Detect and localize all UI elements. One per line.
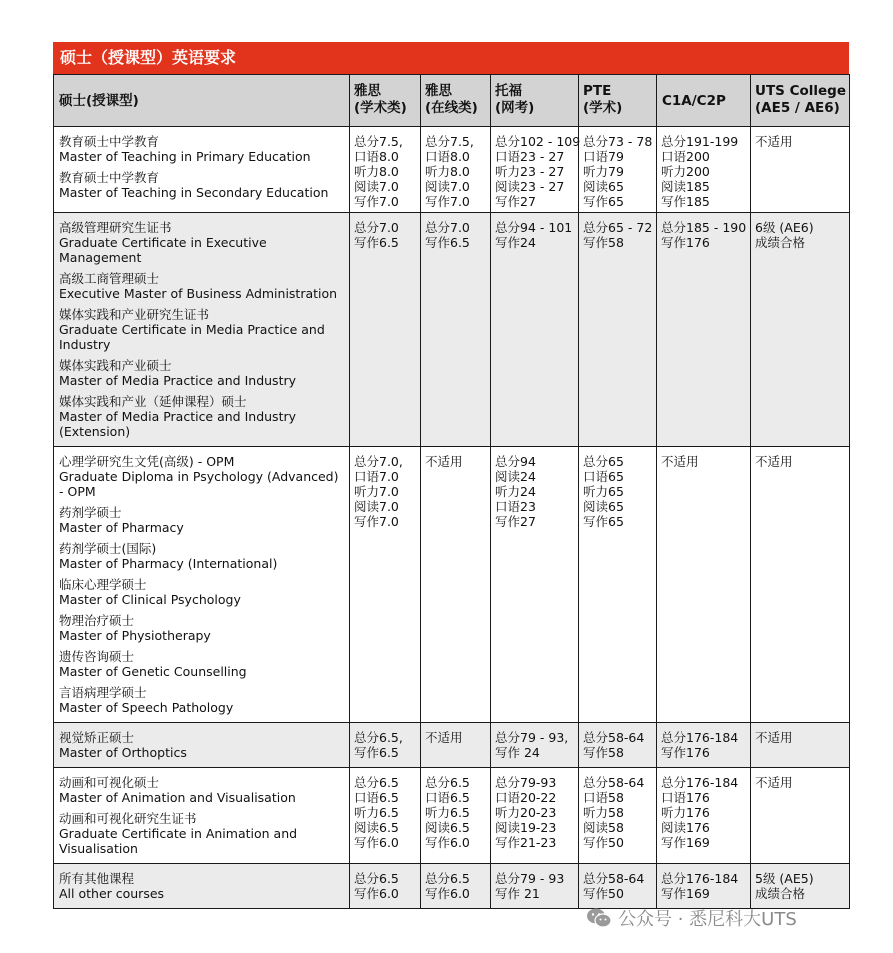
program-item — [59, 613, 345, 643]
program-name-zh: 药剂学硕士 — [59, 505, 122, 520]
score-cell-uts-college — [751, 127, 850, 213]
score-cell-pte — [579, 447, 657, 723]
program-item — [59, 394, 345, 439]
program-name-en: Master of Pharmacy (International) — [59, 556, 278, 571]
program-name-en: Master of Media Practice and Industry (Extension) — [59, 409, 297, 439]
program-name-en: Master of Media Practice and Industry — [59, 373, 297, 388]
score-cell-uts-college — [751, 768, 850, 864]
score-line: 写作6.0 — [425, 835, 470, 850]
program-item — [59, 577, 345, 607]
program-cell — [54, 213, 350, 447]
program-item — [59, 505, 345, 535]
score-cell-ielts-academic — [350, 864, 421, 909]
score-line: 听力6.5 — [354, 805, 399, 820]
score-cell-ielts-academic — [350, 447, 421, 723]
program-cell — [54, 723, 350, 768]
score-cell-c1a-c2p — [657, 723, 751, 768]
score-line: 写作58 — [583, 745, 624, 760]
score-line: 口语6.5 — [354, 790, 399, 805]
program-name-en: Master of Animation and Visualisation — [59, 790, 296, 805]
score-line: 口语200 — [661, 149, 710, 164]
program-name-zh: 媒体实践和产业（延伸课程）硕士 — [59, 394, 247, 409]
score-cell-pte — [579, 127, 657, 213]
requirements-table — [53, 74, 850, 909]
score-line: 写作27 — [495, 194, 536, 209]
score-line: 不适用 — [755, 134, 793, 149]
score-cell-c1a-c2p — [657, 213, 751, 447]
program-item — [59, 358, 345, 388]
score-line: 写作6.5 — [354, 235, 399, 250]
score-line: 写作7.0 — [354, 194, 399, 209]
score-line: 听力58 — [583, 805, 624, 820]
program-name-zh: 媒体实践和产业研究生证书 — [59, 307, 210, 322]
program-item — [59, 811, 345, 856]
score-line: 口语65 — [583, 469, 624, 484]
score-line: 总分94 — [495, 454, 536, 469]
score-cell-toefl — [491, 768, 579, 864]
score-line: 总分58-64 — [583, 871, 645, 886]
program-name-zh: 所有其他课程 — [59, 871, 135, 886]
score-line: 听力176 — [661, 805, 710, 820]
score-line: 总分58-64 — [583, 775, 645, 790]
score-line: 口语7.0 — [354, 469, 399, 484]
score-line: 不适用 — [755, 454, 793, 469]
program-item — [59, 685, 345, 715]
score-cell-uts-college — [751, 447, 850, 723]
score-line: 总分79 - 93 — [495, 871, 565, 886]
score-cell-ielts-academic — [350, 723, 421, 768]
program-item — [59, 271, 345, 301]
score-line: 写作24 — [495, 235, 536, 250]
score-cell-toefl — [491, 447, 579, 723]
score-cell-ielts-academic — [350, 127, 421, 213]
program-name-en: Master of Physiotherapy — [59, 628, 211, 643]
score-line: 不适用 — [755, 775, 793, 790]
score-line: 阅读6.5 — [425, 820, 470, 835]
score-line: 写作6.5 — [354, 745, 399, 760]
score-line: 不适用 — [661, 454, 699, 469]
program-name-en: Graduate Certificate in Executive Management — [59, 235, 267, 265]
header-uts-college: UTS College (AE5 / AE6) — [751, 75, 850, 127]
requirements-document — [53, 42, 849, 909]
score-line: 写作27 — [495, 514, 536, 529]
score-line: 听力200 — [661, 164, 710, 179]
score-line: 总分79 - 93, — [495, 730, 569, 745]
score-cell-toefl — [491, 127, 579, 213]
score-cell-pte — [579, 723, 657, 768]
score-line: 总分7.0 — [425, 220, 470, 235]
score-line: 写作 21 — [495, 886, 540, 901]
score-cell-uts-college — [751, 213, 850, 447]
score-line: 口语23 — [495, 499, 536, 514]
score-line: 写作185 — [661, 194, 710, 209]
program-item — [59, 307, 345, 352]
score-line: 写作7.0 — [425, 194, 470, 209]
score-line: 成绩合格 — [755, 886, 806, 901]
score-line: 口语58 — [583, 790, 624, 805]
score-line: 写作169 — [661, 835, 710, 850]
score-line: 总分6.5 — [354, 871, 399, 886]
program-item — [59, 871, 345, 901]
score-line: 总分176-184 — [661, 775, 739, 790]
program-name-en: Graduate Certificate in Media Practice and Industry — [59, 322, 325, 352]
score-line: 写作 24 — [495, 745, 540, 760]
score-line: 总分73 - 78 — [583, 134, 653, 149]
score-line: 阅读185 — [661, 179, 710, 194]
score-line: 阅读23 - 27 — [495, 179, 565, 194]
table-row — [54, 127, 850, 213]
score-line: 写作7.0 — [354, 514, 399, 529]
score-line: 总分94 - 101 — [495, 220, 573, 235]
score-line: 听力20-23 — [495, 805, 557, 820]
program-name-zh: 临床心理学硕士 — [59, 577, 147, 592]
score-cell-ielts-academic — [350, 213, 421, 447]
score-cell-ielts-online — [421, 723, 491, 768]
score-cell-pte — [579, 864, 657, 909]
score-line: 总分185 - 190 — [661, 220, 747, 235]
program-name-zh: 教育硕士中学教育 — [59, 170, 160, 185]
score-line: 总分7.5, — [425, 134, 474, 149]
program-name-zh: 遗传咨询硕士 — [59, 649, 135, 664]
program-name-en: Master of Speech Pathology — [59, 700, 234, 715]
score-cell-ielts-academic — [350, 768, 421, 864]
score-line: 写作50 — [583, 886, 624, 901]
header-row — [54, 75, 850, 127]
score-line: 总分7.5, — [354, 134, 403, 149]
score-line: 总分6.5 — [425, 775, 470, 790]
footer-text: 公众号 · 悉尼科大UTS — [618, 909, 797, 930]
score-line: 写作169 — [661, 886, 710, 901]
score-line: 写作21-23 — [495, 835, 557, 850]
score-cell-c1a-c2p — [657, 447, 751, 723]
score-line: 阅读19-23 — [495, 820, 557, 835]
header-c1a-c2p: C1A/C2P — [657, 75, 751, 127]
score-line: 总分191-199 — [661, 134, 739, 149]
score-line: 写作6.0 — [425, 886, 470, 901]
program-name-zh: 动画和可视化硕士 — [59, 775, 160, 790]
header-ielts-academic: 雅思 (学术类) — [350, 75, 421, 127]
program-name-en: Graduate Diploma in Psychology (Advanced) - OPM — [59, 469, 339, 499]
program-item — [59, 134, 345, 164]
program-name-zh: 物理治疗硕士 — [59, 613, 135, 628]
score-line: 5级 (AE5) — [755, 871, 814, 886]
score-cell-toefl — [491, 864, 579, 909]
program-name-zh: 药剂学硕士(国际) — [59, 541, 157, 556]
score-line: 写作6.0 — [354, 886, 399, 901]
wechat-icon — [586, 907, 612, 929]
score-line: 口语79 — [583, 149, 624, 164]
score-line: 阅读58 — [583, 820, 624, 835]
program-name-zh: 教育硕士中学教育 — [59, 134, 160, 149]
program-item — [59, 541, 345, 571]
score-line: 总分7.0, — [354, 454, 403, 469]
score-line: 听力65 — [583, 484, 624, 499]
score-line: 写作58 — [583, 235, 624, 250]
score-line: 口语23 - 27 — [495, 149, 565, 164]
table-row — [54, 213, 850, 447]
program-name-zh: 媒体实践和产业硕士 — [59, 358, 172, 373]
score-line: 阅读65 — [583, 179, 624, 194]
score-line: 写作65 — [583, 514, 624, 529]
program-name-en: Master of Genetic Counselling — [59, 664, 247, 679]
program-name-zh: 心理学研究生文凭(高级) - OPM — [59, 454, 235, 469]
program-cell — [54, 864, 350, 909]
score-line: 阅读7.0 — [425, 179, 470, 194]
score-line: 听力8.0 — [354, 164, 399, 179]
program-item — [59, 775, 345, 805]
score-line: 听力79 — [583, 164, 624, 179]
score-line: 阅读65 — [583, 499, 624, 514]
score-cell-c1a-c2p — [657, 864, 751, 909]
score-line: 总分58-64 — [583, 730, 645, 745]
score-line: 听力8.0 — [425, 164, 470, 179]
score-line: 口语6.5 — [425, 790, 470, 805]
score-line: 总分65 - 72 — [583, 220, 653, 235]
program-name-zh: 言语病理学硕士 — [59, 685, 147, 700]
score-cell-c1a-c2p — [657, 768, 751, 864]
program-cell — [54, 127, 350, 213]
score-line: 不适用 — [425, 454, 463, 469]
score-line: 写作50 — [583, 835, 624, 850]
program-item — [59, 170, 345, 200]
score-line: 听力6.5 — [425, 805, 470, 820]
page-title: 硕士（授课型）英语要求 — [53, 42, 849, 74]
score-line: 成绩合格 — [755, 235, 806, 250]
table-row — [54, 864, 850, 909]
score-cell-c1a-c2p — [657, 127, 751, 213]
program-name-en: All other courses — [59, 886, 165, 901]
score-line: 口语8.0 — [354, 149, 399, 164]
score-line: 阅读6.5 — [354, 820, 399, 835]
score-line: 总分6.5 — [425, 871, 470, 886]
score-line: 总分79-93 — [495, 775, 557, 790]
score-line: 总分176-184 — [661, 871, 739, 886]
score-cell-toefl — [491, 723, 579, 768]
header-pte: PTE (学术) — [579, 75, 657, 127]
score-line: 写作6.0 — [354, 835, 399, 850]
score-line: 总分176-184 — [661, 730, 739, 745]
header-toefl: 托福 (网考) — [491, 75, 579, 127]
header-ielts-online: 雅思 (在线类) — [421, 75, 491, 127]
score-line: 口语20-22 — [495, 790, 557, 805]
score-line: 听力7.0 — [354, 484, 399, 499]
score-line: 口语8.0 — [425, 149, 470, 164]
score-cell-ielts-online — [421, 213, 491, 447]
score-line: 阅读7.0 — [354, 499, 399, 514]
score-line: 总分102 - 109 — [495, 134, 581, 149]
score-cell-pte — [579, 213, 657, 447]
program-item — [59, 220, 345, 265]
score-line: 6级 (AE6) — [755, 220, 814, 235]
header-program: 硕士(授课型) — [54, 75, 350, 127]
program-cell — [54, 447, 350, 723]
table-row — [54, 723, 850, 768]
score-line: 写作65 — [583, 194, 624, 209]
score-cell-ielts-online — [421, 768, 491, 864]
program-name-en: Master of Teaching in Primary Education — [59, 149, 311, 164]
score-line: 总分6.5 — [354, 775, 399, 790]
score-line: 总分65 — [583, 454, 624, 469]
program-item — [59, 730, 345, 760]
score-line: 口语176 — [661, 790, 710, 805]
score-cell-pte — [579, 768, 657, 864]
score-line: 写作6.5 — [425, 235, 470, 250]
program-item — [59, 649, 345, 679]
score-cell-ielts-online — [421, 127, 491, 213]
score-cell-uts-college — [751, 723, 850, 768]
score-cell-uts-college — [751, 864, 850, 909]
score-cell-toefl — [491, 213, 579, 447]
score-line: 不适用 — [755, 730, 793, 745]
score-line: 听力24 — [495, 484, 536, 499]
program-name-zh: 高级工商管理硕士 — [59, 271, 160, 286]
score-line: 阅读7.0 — [354, 179, 399, 194]
score-cell-ielts-online — [421, 864, 491, 909]
program-name-en: Master of Teaching in Secondary Education — [59, 185, 329, 200]
program-item — [59, 454, 345, 499]
program-name-en: Graduate Certificate in Animation and Visualisation — [59, 826, 298, 856]
program-name-en: Master of Orthoptics — [59, 745, 187, 760]
program-name-zh: 动画和可视化研究生证书 — [59, 811, 197, 826]
score-line: 写作176 — [661, 235, 710, 250]
score-line: 总分7.0 — [354, 220, 399, 235]
program-name-zh: 高级管理研究生证书 — [59, 220, 172, 235]
program-name-zh: 视觉矫正硕士 — [59, 730, 135, 745]
score-cell-ielts-online — [421, 447, 491, 723]
program-name-en: Master of Pharmacy — [59, 520, 184, 535]
program-cell — [54, 768, 350, 864]
program-name-en: Executive Master of Business Administration — [59, 286, 338, 301]
score-line: 阅读176 — [661, 820, 710, 835]
table-row — [54, 447, 850, 723]
footer-watermark — [586, 905, 797, 931]
score-line: 阅读24 — [495, 469, 536, 484]
score-line: 总分6.5, — [354, 730, 403, 745]
program-name-en: Master of Clinical Psychology — [59, 592, 241, 607]
table-row — [54, 768, 850, 864]
score-line: 听力23 - 27 — [495, 164, 565, 179]
score-line: 写作176 — [661, 745, 710, 760]
score-line: 不适用 — [425, 730, 463, 745]
